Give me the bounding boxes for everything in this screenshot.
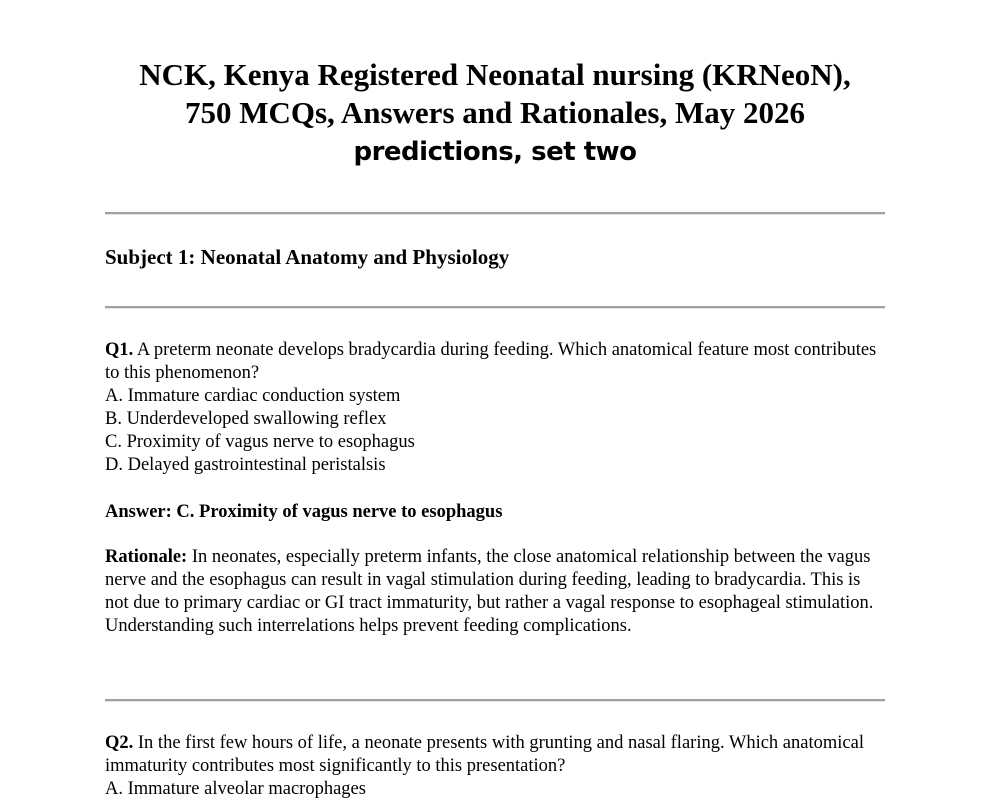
rationale-label: Rationale: — [105, 547, 188, 567]
option-c: C. Proximity of vagus nerve to esophagus — [105, 432, 415, 452]
question-stem — [105, 732, 885, 778]
rationale-text: In neonates, especially preterm infants, the close anatomical relationship between the vagus nerve and the esophagus can result in vagal stimulation during feeding, leading to bradycardia. This is not due to primary cardiac or GI tract immaturity, but rather a vagal response to esophageal stimulation. Understanding such interrelations helps prevent feeding complications. — [105, 547, 874, 636]
rationale-paragraph — [105, 546, 885, 638]
answer-options — [105, 778, 885, 801]
question-block-q1 — [105, 339, 885, 477]
question-block-q2 — [105, 732, 885, 801]
horizontal-divider — [105, 306, 885, 309]
answer-line: Answer: C. Proximity of vagus nerve to esophagus — [105, 502, 503, 522]
question-label: Q1. — [105, 340, 134, 360]
question-text: In the first few hours of life, a neonate presents with grunting and nasal flaring. Which anatomical immaturity contributes most significantly to this presentation? — [105, 733, 864, 776]
question-label: Q2. — [105, 733, 134, 753]
horizontal-divider — [105, 699, 885, 702]
horizontal-divider — [105, 212, 885, 215]
option-a: A. Immature alveolar macrophages — [105, 779, 366, 799]
document-page — [105, 0, 885, 799]
question-text: A preterm neonate develops bradycardia during feeding. Which anatomical feature most contributes to this phenomenon? — [105, 340, 877, 383]
title-line-1: NCK, Kenya Registered Neonatal nursing (KRNeoN), — [139, 57, 851, 92]
answer-options — [105, 385, 885, 477]
question-stem — [105, 339, 885, 385]
document-subtitle: predictions, set two — [353, 137, 637, 167]
title-line-2: 750 MCQs, Answers and Rationales, May 2026 — [184, 95, 805, 130]
document-title — [105, 0, 885, 132]
option-d: D. Delayed gastrointestinal peristalsis — [105, 455, 386, 475]
subject-heading: Subject 1: Neonatal Anatomy and Physiology — [105, 245, 510, 269]
option-a: A. Immature cardiac conduction system — [105, 386, 401, 406]
option-b: B. Underdeveloped swallowing reflex — [105, 409, 387, 429]
